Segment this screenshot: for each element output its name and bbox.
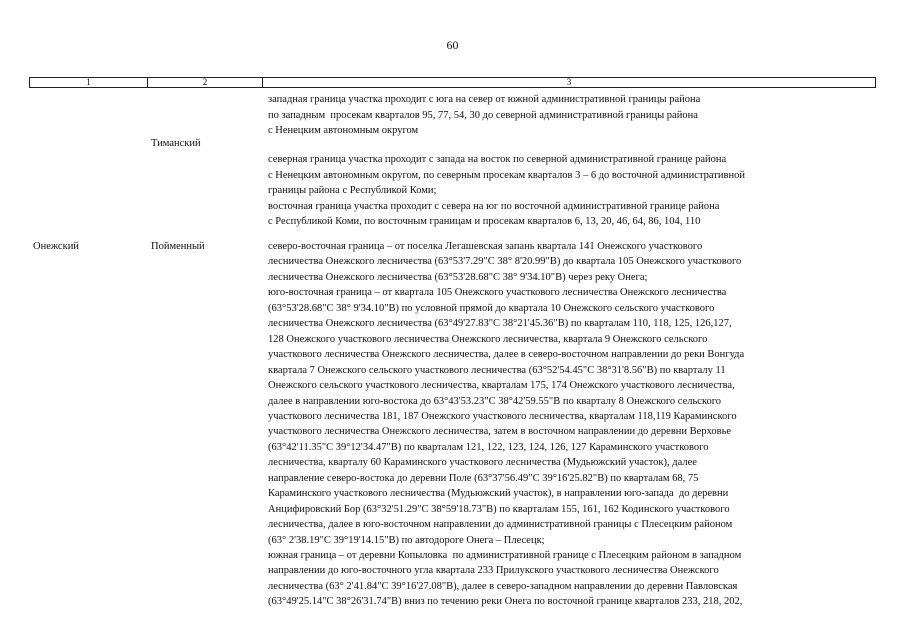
tract-name-poymenny: Пойменный <box>151 241 205 252</box>
boundary-description-line: с Республикой Коми, по восточным границам и просекам кварталов 6, 13, 20, 46, 64, 86, 104, 110 <box>268 216 701 227</box>
boundary-description-line: лесничества (63° 2'41.84"С 39°16'27.08"В), далее в северо-западном направлении до деревни Павловская <box>268 580 738 592</box>
boundary-description-line: Караминского участкового лесничества (Мудьюжский участок), в направлении юго-запада до деревни <box>268 488 729 500</box>
boundary-description-line: южная граница – от деревни Копыловка по административной границе с Плесецким районом в западном <box>268 550 742 561</box>
boundary-description-line: лесничества, кварталу 60 Караминского участкового лесничества (Мудьюжский участок), далее <box>268 457 697 469</box>
boundary-description-line: далее в направлении юго-востока до 63°43'53.23"С 38°42'59.55"В по кварталу 8 Онежского сельского <box>268 395 722 407</box>
header-cell-3: 3 <box>566 77 572 87</box>
tract-name-timansky: Тиманский <box>151 138 201 149</box>
boundary-description-line: с Ненецким автономным округом, по северным просекам кварталов 3 – 6 до восточной административной <box>268 169 745 181</box>
boundary-description-line: лесничества, далее в юго-восточном направлении до административной границы с Плесецким районом <box>268 519 733 531</box>
boundary-description-line: (63°49'25.14"С 38°26'31.74"В) вниз по течению реки Онега по восточной границе кварталов 233, 218, 202, <box>268 596 743 608</box>
table-header-row <box>29 77 876 88</box>
boundary-description-line: юго-восточная граница – от квартала 105 Онежского участкового лесничества Онежского лесничества <box>268 287 727 299</box>
boundary-description-line: (63°42'11.35"С 39°12'34.47"В) по кварталам 121, 122, 123, 124, 126, 127 Караминского участкового <box>268 441 709 453</box>
boundary-description-line: направлении до юго-восточного угла квартала 233 Прилукского участкового лесничества Онежского <box>268 565 719 577</box>
boundary-description-line: Онежского сельского участкового лесничества, кварталам 175, 174 Онежского участкового лесничества, <box>268 380 735 392</box>
boundary-description-line: северо-восточная граница – от поселка Легашевская запань квартала 141 Онежского участкового <box>268 241 703 252</box>
boundary-description-line: с Ненецким автономным округом <box>268 125 419 136</box>
boundary-description-line: северная граница участка проходит с запада на восток по северной административной границе района <box>268 154 727 165</box>
boundary-description-line: лесничества Онежского лесничества (63°53'7.29"С 38° 8'20.99"В) до квартала 105 Онежского участкового <box>268 256 742 268</box>
district-name-onezhsky: Онежский <box>33 241 79 252</box>
boundary-description-line: (63° 2'38.19"С 39°19'14.15"В) по автодороге Онега – Плесецк; <box>268 534 545 546</box>
boundary-description-line: участкового лесничества 181, 187 Онежского участкового лесничества, кварталам 118,119 Карам‍инского <box>268 410 737 422</box>
page-number: 60 <box>446 38 459 52</box>
boundary-description-line: по западным просекам кварталов 95, 77, 54, 30 до северной административной границы района <box>268 109 698 121</box>
boundary-description-line: границы района с Республикой Коми; <box>268 185 437 196</box>
boundary-description-line: направление северо-востока до деревни Поле (63°37'56.49"С 39°16'25.82"В) по кварталам 68, 75 <box>268 472 699 484</box>
boundary-description-line: участкового лесничества Онежского лесничества, далее в северо-восточном направлении до реки Вонгуда <box>268 349 745 361</box>
boundary-description-line: участкового лесничества Онежского лесничества, затем в восточном направлении до деревни Верховье <box>268 426 732 438</box>
boundary-description-line: лесничества Онежского лесничества (63°53'28.68"С 38° 9'34.10"В) через реку Онега; <box>268 271 648 283</box>
boundary-description-line: восточная граница участка проходит с севера на юг по восточной административной границе района <box>268 200 720 212</box>
boundary-description-line: 128 Онежского участкового лесничества Онежского лесничества, квартала 9 Онежского сельского <box>268 333 708 345</box>
header-cell-2: 2 <box>202 77 208 87</box>
boundary-description-line: западная граница участка проходит с юга на север от южной административной границы района <box>268 94 701 105</box>
boundary-description-line: (63°53'28.68"С 38° 9'34.10"В) по условной прямой до квартала 10 Онежского сельского участкового <box>268 302 715 314</box>
boundary-description-line: квартала 7 Онежского сельского участкового лесничества (63°52'54.45"С 38°31'8.56"В) по кварталу 11 <box>268 364 726 376</box>
header-cell-1: 1 <box>86 77 91 87</box>
boundary-description-line: лесничества Онежского лесничества (63°49'27.83"С 38°21'45.36"В) по кварталам 110, 118, 125, 126,127, <box>268 318 732 330</box>
boundary-description-line: Анцифировский Бор (63°32'51.29"С 38°59'18.73"В) по кварталам 155, 161, 162 Кодинского участкового <box>268 503 730 515</box>
